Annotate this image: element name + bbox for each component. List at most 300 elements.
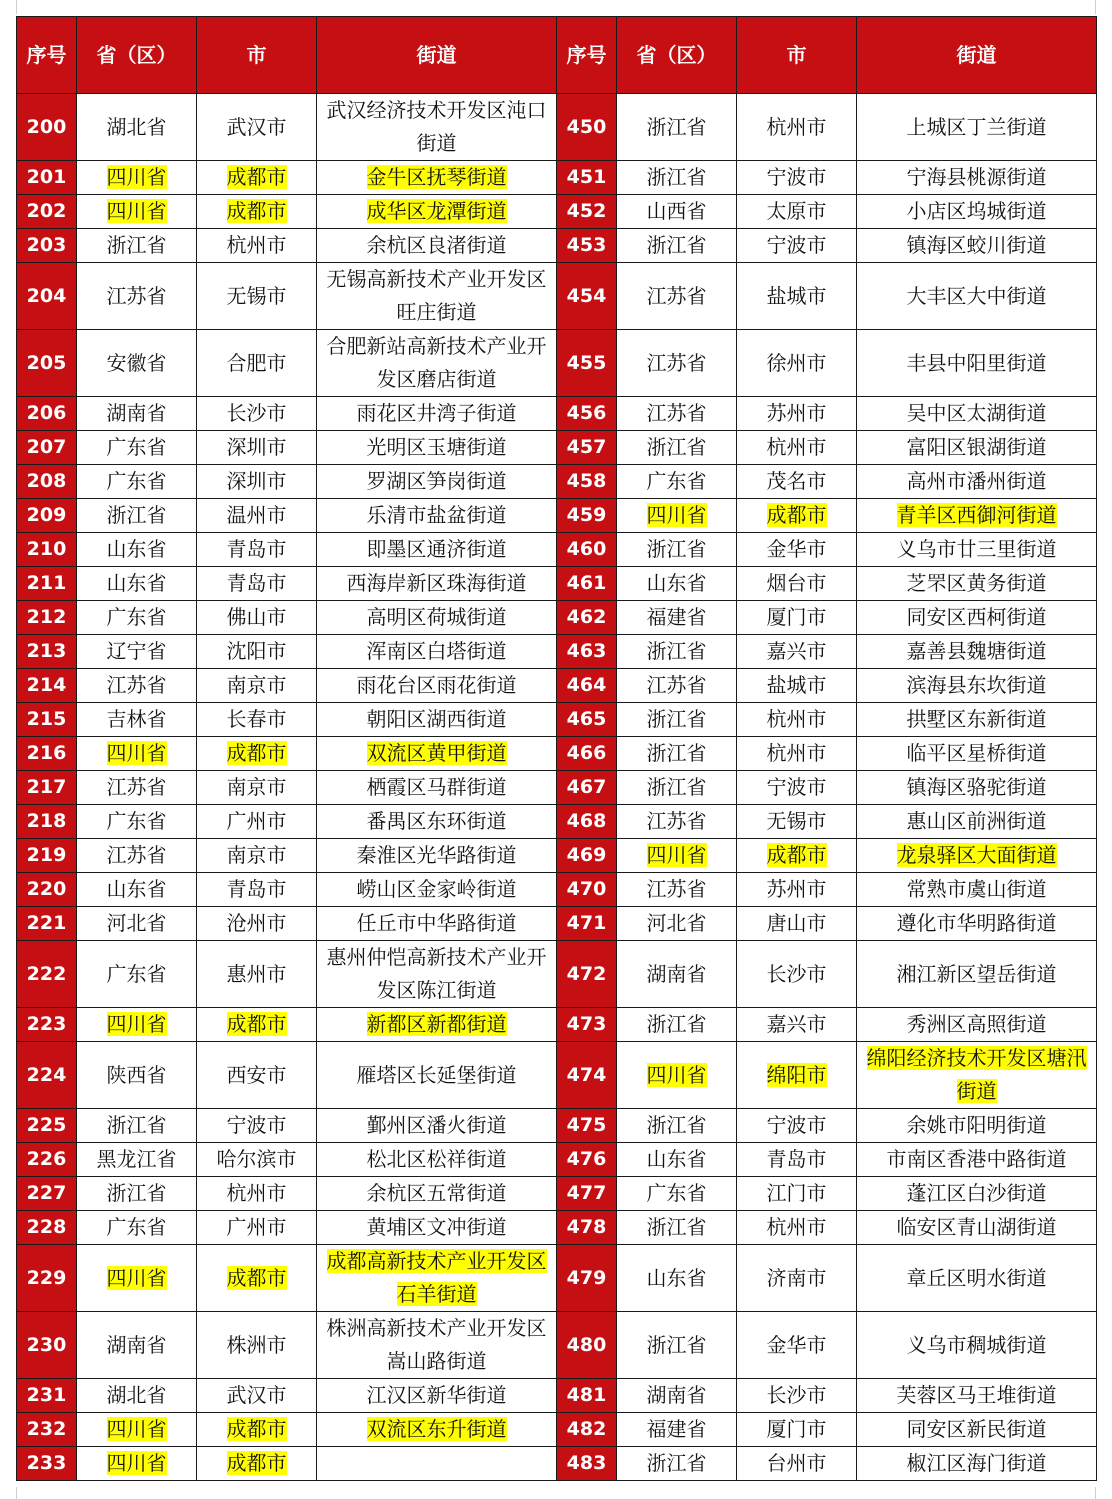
table-row xyxy=(17,1211,1097,1245)
city-text: 杭州市 xyxy=(766,707,827,731)
table-row xyxy=(17,263,1097,330)
province-cell xyxy=(77,1312,197,1379)
city-cell xyxy=(197,839,317,873)
street-cell xyxy=(317,907,557,941)
table-row xyxy=(17,1379,1097,1413)
table-row xyxy=(17,941,1097,1008)
street-text: 罗湖区笋岗街道 xyxy=(366,469,507,493)
prov-text: 河北省 xyxy=(646,911,707,935)
street-text: 余杭区良渚街道 xyxy=(366,233,507,257)
street-text: 宁海县桃源街道 xyxy=(906,165,1047,189)
table-row xyxy=(17,873,1097,907)
province-cell xyxy=(617,771,737,805)
prov-text: 江苏省 xyxy=(646,283,707,308)
seq-number-cell: 463 xyxy=(557,635,617,669)
street-list-table xyxy=(16,16,1097,1481)
city-text: 南京市 xyxy=(226,775,287,799)
prov-text: 浙江省 xyxy=(646,1215,707,1239)
street-cell xyxy=(317,1109,557,1143)
street-text: 新都区新都街道 xyxy=(366,1012,507,1036)
province-cell xyxy=(77,195,197,229)
street-text: 鄞州区潘火街道 xyxy=(366,1113,507,1137)
city-cell xyxy=(737,1413,857,1447)
street-text: 秦淮区光华路街道 xyxy=(356,843,517,867)
province-cell xyxy=(617,330,737,397)
street-text: 合肥新站高新技术产业开发区磨店街道 xyxy=(326,334,547,391)
province-cell xyxy=(77,635,197,669)
prov-text: 江苏省 xyxy=(106,283,167,308)
city-text: 佛山市 xyxy=(226,605,287,629)
street-cell xyxy=(317,229,557,263)
city-text: 无锡市 xyxy=(766,809,827,833)
city-cell xyxy=(197,941,317,1008)
seq-number-cell: 212 xyxy=(17,601,77,635)
city-text: 宁波市 xyxy=(766,233,827,257)
province-cell xyxy=(617,1008,737,1042)
province-cell xyxy=(617,873,737,907)
seq-number-cell: 465 xyxy=(557,703,617,737)
city-text: 太原市 xyxy=(766,199,827,223)
street-text: 遵化市华明路街道 xyxy=(896,911,1057,935)
city-cell xyxy=(197,1143,317,1177)
province-cell xyxy=(617,601,737,635)
city-text: 长沙市 xyxy=(766,961,827,986)
province-cell xyxy=(77,1177,197,1211)
city-text: 南京市 xyxy=(226,843,287,867)
street-text: 惠山区前洲街道 xyxy=(906,809,1047,833)
seq-number-cell: 473 xyxy=(557,1008,617,1042)
table-row xyxy=(17,1177,1097,1211)
street-text: 栖霞区马群街道 xyxy=(366,775,507,799)
seq-number-cell: 226 xyxy=(17,1143,77,1177)
seq-number-cell: 472 xyxy=(557,941,617,1008)
prov-text: 浙江省 xyxy=(646,1113,707,1137)
city-cell xyxy=(737,1177,857,1211)
street-cell xyxy=(857,533,1097,567)
street-text: 双流区东升街道 xyxy=(366,1417,507,1441)
province-cell xyxy=(77,1211,197,1245)
street-text: 临平区星桥街道 xyxy=(906,741,1047,765)
seq-number-cell: 204 xyxy=(17,263,77,330)
city-cell xyxy=(737,737,857,771)
city-cell xyxy=(737,94,857,161)
street-text: 芙蓉区马王堆街道 xyxy=(896,1383,1057,1407)
seq-number-cell: 208 xyxy=(17,465,77,499)
prov-text: 广东省 xyxy=(106,469,167,493)
seq-number-cell: 458 xyxy=(557,465,617,499)
city-cell xyxy=(197,161,317,195)
seq-number-cell: 213 xyxy=(17,635,77,669)
street-cell xyxy=(317,941,557,1008)
street-cell xyxy=(857,635,1097,669)
city-cell xyxy=(197,1312,317,1379)
seq-number-cell: 467 xyxy=(557,771,617,805)
street-text: 金牛区抚琴街道 xyxy=(366,165,507,189)
street-text: 秀洲区高照街道 xyxy=(906,1012,1047,1036)
prov-text: 吉林省 xyxy=(106,707,167,731)
street-cell xyxy=(857,1211,1097,1245)
city-cell xyxy=(737,431,857,465)
city-text: 成都市 xyxy=(226,1417,287,1441)
seq-number-cell: 452 xyxy=(557,195,617,229)
city-cell xyxy=(197,499,317,533)
prov-text: 江苏省 xyxy=(646,673,707,697)
street-text: 高明区荷城街道 xyxy=(366,605,507,629)
street-cell xyxy=(857,1109,1097,1143)
province-cell xyxy=(77,1042,197,1109)
province-cell xyxy=(617,669,737,703)
prov-text: 浙江省 xyxy=(646,1332,707,1357)
province-cell xyxy=(77,1245,197,1312)
street-text: 椒江区海门街道 xyxy=(906,1451,1047,1475)
prov-text: 四川省 xyxy=(106,1451,167,1475)
page-corner-mark xyxy=(1095,1487,1106,1499)
province-cell xyxy=(77,1379,197,1413)
prov-text: 浙江省 xyxy=(646,1012,707,1036)
prov-text: 黑龙江省 xyxy=(96,1147,177,1171)
city-cell xyxy=(737,1379,857,1413)
city-cell xyxy=(737,771,857,805)
header-seq: 序号 xyxy=(17,17,77,94)
city-text: 深圳市 xyxy=(226,469,287,493)
seq-number-cell: 218 xyxy=(17,805,77,839)
city-cell xyxy=(737,601,857,635)
city-cell xyxy=(737,805,857,839)
prov-text: 浙江省 xyxy=(646,741,707,765)
city-text: 嘉兴市 xyxy=(766,1012,827,1036)
seq-number-cell: 481 xyxy=(557,1379,617,1413)
city-cell xyxy=(737,1312,857,1379)
street-text: 镇海区蛟川街道 xyxy=(906,233,1047,257)
city-text: 长沙市 xyxy=(766,1383,827,1407)
street-text: 双流区黄甲街道 xyxy=(366,741,507,765)
header-city: 市 xyxy=(197,17,317,94)
city-cell xyxy=(197,635,317,669)
city-text: 宁波市 xyxy=(226,1113,287,1137)
city-text: 西安市 xyxy=(226,1062,287,1087)
province-cell xyxy=(617,1413,737,1447)
street-cell xyxy=(317,195,557,229)
street-cell xyxy=(317,669,557,703)
seq-number-cell: 478 xyxy=(557,1211,617,1245)
seq-number-cell: 215 xyxy=(17,703,77,737)
street-cell xyxy=(317,330,557,397)
city-cell xyxy=(197,397,317,431)
seq-number-cell: 459 xyxy=(557,499,617,533)
street-text: 任丘市中华路街道 xyxy=(356,911,517,935)
city-cell xyxy=(197,330,317,397)
street-cell xyxy=(857,263,1097,330)
street-cell xyxy=(857,805,1097,839)
province-cell xyxy=(77,1413,197,1447)
province-cell xyxy=(617,1042,737,1109)
prov-text: 湖北省 xyxy=(106,114,167,139)
table-row xyxy=(17,1245,1097,1312)
province-cell xyxy=(617,397,737,431)
city-text: 金华市 xyxy=(766,537,827,561)
city-cell xyxy=(197,1042,317,1109)
table-row xyxy=(17,805,1097,839)
city-text: 厦门市 xyxy=(766,605,827,629)
province-cell xyxy=(77,737,197,771)
city-text: 厦门市 xyxy=(766,1417,827,1441)
city-cell xyxy=(197,1447,317,1481)
city-cell xyxy=(737,161,857,195)
street-cell xyxy=(857,771,1097,805)
province-cell xyxy=(617,1143,737,1177)
city-text: 青岛市 xyxy=(226,877,287,901)
seq-number-cell: 216 xyxy=(17,737,77,771)
seq-number-cell: 206 xyxy=(17,397,77,431)
city-cell xyxy=(737,1109,857,1143)
city-cell xyxy=(737,635,857,669)
table-row xyxy=(17,1413,1097,1447)
city-text: 深圳市 xyxy=(226,435,287,459)
city-text: 苏州市 xyxy=(766,877,827,901)
city-text: 武汉市 xyxy=(226,114,287,139)
seq-number-cell: 456 xyxy=(557,397,617,431)
street-cell xyxy=(317,465,557,499)
table-row xyxy=(17,195,1097,229)
seq-number-cell: 466 xyxy=(557,737,617,771)
province-cell xyxy=(77,1143,197,1177)
province-cell xyxy=(617,737,737,771)
street-text: 惠州仲恺高新技术产业开发区陈江街道 xyxy=(326,945,547,1002)
city-text: 武汉市 xyxy=(226,1383,287,1407)
page-corner-mark xyxy=(6,1487,17,1499)
city-cell xyxy=(737,195,857,229)
prov-text: 江苏省 xyxy=(646,401,707,425)
province-cell xyxy=(617,1245,737,1312)
page-corner-mark xyxy=(6,0,17,14)
prov-text: 浙江省 xyxy=(646,233,707,257)
street-cell xyxy=(857,1245,1097,1312)
street-cell xyxy=(857,1312,1097,1379)
city-text: 杭州市 xyxy=(766,741,827,765)
province-cell xyxy=(77,431,197,465)
prov-text: 浙江省 xyxy=(106,1181,167,1205)
seq-number-cell: 454 xyxy=(557,263,617,330)
city-text: 成都市 xyxy=(226,1265,287,1290)
city-cell xyxy=(197,1245,317,1312)
prov-text: 四川省 xyxy=(646,1062,707,1087)
seq-number-cell: 474 xyxy=(557,1042,617,1109)
prov-text: 辽宁省 xyxy=(106,639,167,663)
seq-number-cell: 480 xyxy=(557,1312,617,1379)
prov-text: 四川省 xyxy=(106,741,167,765)
city-cell xyxy=(197,1177,317,1211)
province-cell xyxy=(77,703,197,737)
street-text: 湘江新区望岳街道 xyxy=(896,961,1057,986)
prov-text: 湖南省 xyxy=(106,1332,167,1357)
prov-text: 浙江省 xyxy=(646,707,707,731)
seq-number-cell: 230 xyxy=(17,1312,77,1379)
city-cell xyxy=(737,1447,857,1481)
prov-text: 四川省 xyxy=(646,843,707,867)
prov-text: 四川省 xyxy=(646,503,707,527)
street-cell xyxy=(317,839,557,873)
street-text: 章丘区明水街道 xyxy=(906,1265,1047,1290)
city-text: 广州市 xyxy=(226,809,287,833)
prov-text: 湖北省 xyxy=(106,1383,167,1407)
seq-number-cell: 483 xyxy=(557,1447,617,1481)
street-text: 江汉区新华街道 xyxy=(366,1383,507,1407)
seq-number-cell: 477 xyxy=(557,1177,617,1211)
street-text: 富阳区银湖街道 xyxy=(906,435,1047,459)
city-cell xyxy=(197,567,317,601)
prov-text: 浙江省 xyxy=(646,537,707,561)
street-cell xyxy=(857,195,1097,229)
street-text: 即墨区通济街道 xyxy=(366,537,507,561)
street-text: 成华区龙潭街道 xyxy=(366,199,507,223)
street-cell xyxy=(857,941,1097,1008)
street-cell xyxy=(857,737,1097,771)
city-cell xyxy=(737,567,857,601)
street-text: 滨海县东坎街道 xyxy=(906,673,1047,697)
city-cell xyxy=(197,1413,317,1447)
prov-text: 浙江省 xyxy=(646,775,707,799)
street-cell xyxy=(317,771,557,805)
prov-text: 浙江省 xyxy=(106,503,167,527)
seq-number-cell: 482 xyxy=(557,1413,617,1447)
header-street: 街道 xyxy=(857,17,1097,94)
city-cell xyxy=(197,465,317,499)
prov-text: 山东省 xyxy=(646,571,707,595)
street-cell xyxy=(317,1312,557,1379)
street-cell xyxy=(317,1379,557,1413)
province-cell xyxy=(617,161,737,195)
table-row xyxy=(17,465,1097,499)
city-text: 温州市 xyxy=(226,503,287,527)
seq-number-cell: 453 xyxy=(557,229,617,263)
street-cell xyxy=(317,703,557,737)
prov-text: 广东省 xyxy=(646,1181,707,1205)
street-cell xyxy=(317,94,557,161)
province-cell xyxy=(77,941,197,1008)
street-cell xyxy=(857,1143,1097,1177)
seq-number-cell: 211 xyxy=(17,567,77,601)
seq-number-cell: 457 xyxy=(557,431,617,465)
street-cell xyxy=(317,1447,557,1481)
city-cell xyxy=(737,1042,857,1109)
street-text: 朝阳区湖西街道 xyxy=(366,707,507,731)
seq-number-cell: 229 xyxy=(17,1245,77,1312)
street-cell xyxy=(857,431,1097,465)
city-cell xyxy=(197,1109,317,1143)
prov-text: 山东省 xyxy=(106,571,167,595)
table-row xyxy=(17,1008,1097,1042)
street-text: 小店区坞城街道 xyxy=(906,199,1047,223)
province-cell xyxy=(617,533,737,567)
city-text: 青岛市 xyxy=(766,1147,827,1171)
city-cell xyxy=(197,703,317,737)
street-text: 成都高新技术产业开发区石羊街道 xyxy=(326,1249,547,1306)
street-cell xyxy=(317,873,557,907)
street-text: 株洲高新技术产业开发区嵩山路街道 xyxy=(326,1316,547,1373)
street-cell xyxy=(857,567,1097,601)
city-cell xyxy=(197,195,317,229)
prov-text: 广东省 xyxy=(106,605,167,629)
street-cell xyxy=(857,839,1097,873)
street-text: 余杭区五常街道 xyxy=(366,1181,507,1205)
province-cell xyxy=(617,465,737,499)
city-text: 长春市 xyxy=(226,707,287,731)
seq-number-cell: 201 xyxy=(17,161,77,195)
seq-number-cell: 471 xyxy=(557,907,617,941)
city-text: 杭州市 xyxy=(766,435,827,459)
street-text: 义乌市廿三里街道 xyxy=(896,537,1057,561)
province-cell xyxy=(617,839,737,873)
prov-text: 江苏省 xyxy=(106,775,167,799)
street-cell xyxy=(317,161,557,195)
province-cell xyxy=(617,431,737,465)
street-cell xyxy=(857,601,1097,635)
street-text: 光明区玉塘街道 xyxy=(366,435,507,459)
seq-number-cell: 210 xyxy=(17,533,77,567)
city-text: 苏州市 xyxy=(766,401,827,425)
street-text: 芝罘区黄务街道 xyxy=(906,571,1047,595)
city-text: 合肥市 xyxy=(226,350,287,375)
city-cell xyxy=(197,771,317,805)
province-cell xyxy=(617,941,737,1008)
city-cell xyxy=(197,601,317,635)
city-cell xyxy=(197,94,317,161)
seq-number-cell: 221 xyxy=(17,907,77,941)
seq-number-cell: 205 xyxy=(17,330,77,397)
prov-text: 浙江省 xyxy=(106,1113,167,1137)
street-cell xyxy=(317,431,557,465)
city-text: 江门市 xyxy=(766,1181,827,1205)
street-text: 番禺区东环街道 xyxy=(366,809,507,833)
street-text: 雨花台区雨花街道 xyxy=(356,673,517,697)
street-cell xyxy=(317,397,557,431)
prov-text: 山东省 xyxy=(106,537,167,561)
seq-number-cell: 214 xyxy=(17,669,77,703)
city-cell xyxy=(197,229,317,263)
city-text: 长沙市 xyxy=(226,401,287,425)
seq-number-cell: 462 xyxy=(557,601,617,635)
province-cell xyxy=(617,1109,737,1143)
street-text: 西海岸新区珠海街道 xyxy=(346,571,527,595)
prov-text: 河北省 xyxy=(106,911,167,935)
city-text: 沧州市 xyxy=(226,911,287,935)
street-text: 丰县中阳里街道 xyxy=(906,350,1047,375)
city-cell xyxy=(197,263,317,330)
city-cell xyxy=(197,737,317,771)
city-text: 宁波市 xyxy=(766,775,827,799)
street-text: 崂山区金家岭街道 xyxy=(356,877,517,901)
table-row xyxy=(17,771,1097,805)
city-cell xyxy=(737,669,857,703)
street-text: 上城区丁兰街道 xyxy=(906,114,1047,139)
city-cell xyxy=(737,873,857,907)
street-cell xyxy=(857,1008,1097,1042)
table-row xyxy=(17,567,1097,601)
seq-number-cell: 225 xyxy=(17,1109,77,1143)
street-text: 同安区西柯街道 xyxy=(906,605,1047,629)
table-row xyxy=(17,1312,1097,1379)
city-cell xyxy=(737,1211,857,1245)
city-cell xyxy=(737,1245,857,1312)
table-row xyxy=(17,601,1097,635)
city-cell xyxy=(737,499,857,533)
city-cell xyxy=(737,533,857,567)
seq-number-cell: 479 xyxy=(557,1245,617,1312)
table-row xyxy=(17,533,1097,567)
city-text: 徐州市 xyxy=(766,350,827,375)
prov-text: 广东省 xyxy=(106,1215,167,1239)
street-cell xyxy=(857,465,1097,499)
